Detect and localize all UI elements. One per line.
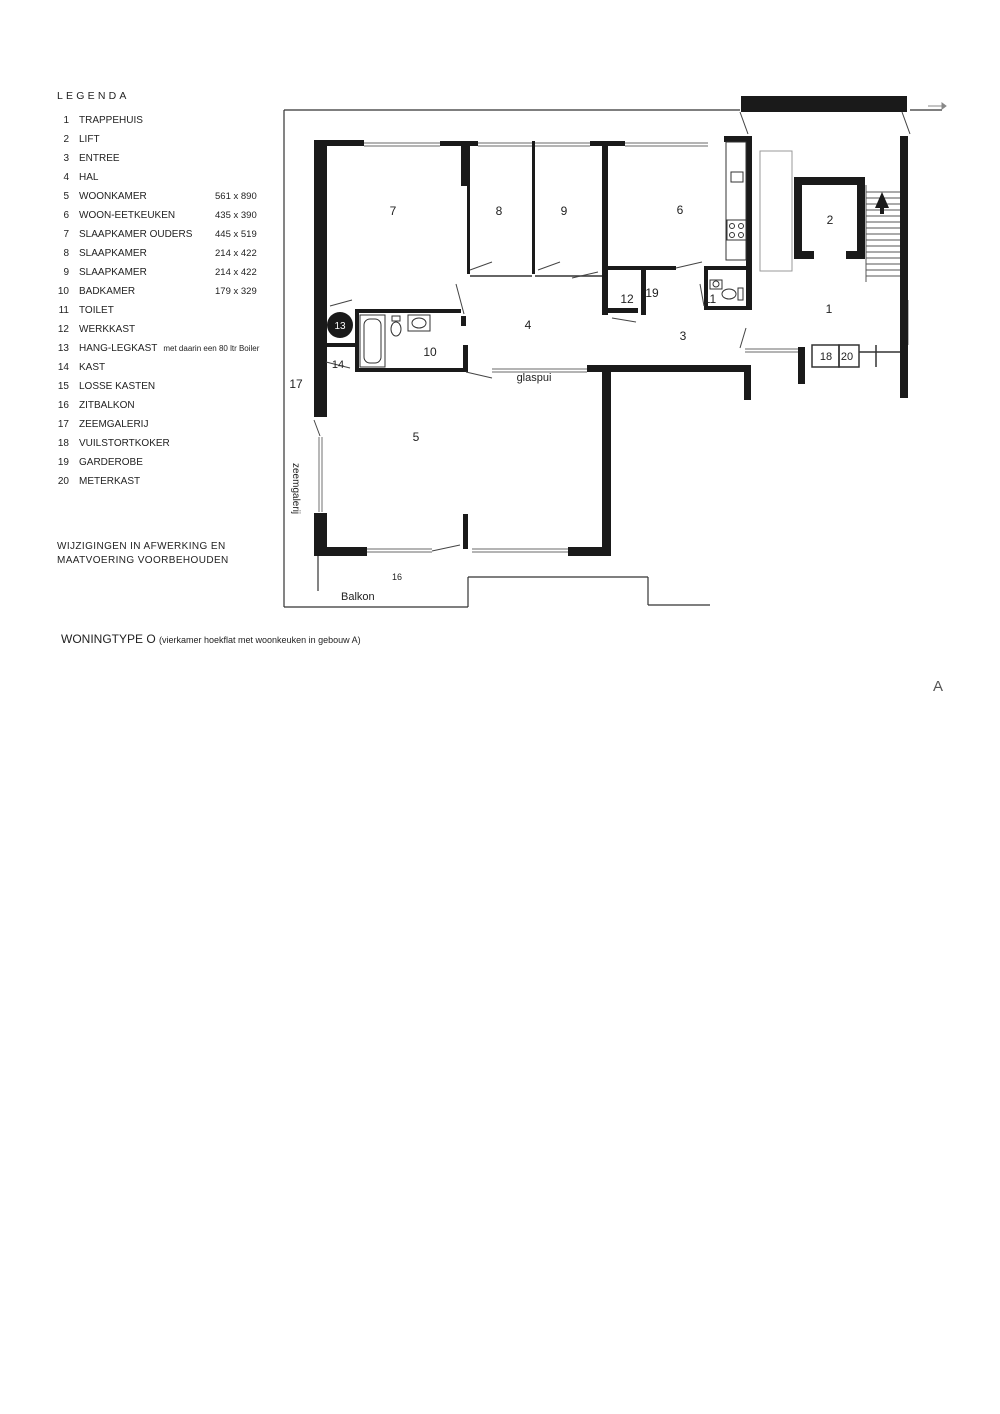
legend-number: 19	[57, 457, 69, 468]
dwelling-type-subtitle: (vierkamer hoekflat met woonkeuken in gebouw A)	[159, 635, 361, 645]
disclaimer-line: WIJZIGINGEN IN AFWERKING EN	[57, 541, 226, 552]
stair-direction-arrow-icon	[875, 192, 889, 214]
legend-label: LOSSE KASTEN	[79, 381, 156, 392]
legend-label: TOILET	[79, 305, 114, 316]
legend-dimension: 561 x 890	[215, 191, 257, 202]
north-marker-icon	[928, 103, 946, 109]
legend-label: ZEEMGALERIJ	[79, 419, 149, 430]
legend-title: LEGENDA	[57, 90, 130, 102]
room-17-label: 17	[289, 377, 303, 391]
legend-label-text: HANG-LEGKAST	[79, 343, 158, 354]
legend-number: 13	[57, 343, 69, 354]
legend-label: METERKAST	[79, 476, 141, 487]
legend-label: ZITBALKON	[79, 400, 135, 411]
legend-label: BADKAMER	[79, 286, 136, 297]
legend-label: WERKKAST	[79, 324, 136, 335]
glass-wall-label: glaspui	[516, 372, 552, 384]
legend-number: 1	[63, 115, 69, 126]
room-18-label: 18	[819, 351, 833, 363]
legend-label: LIFT	[79, 134, 100, 145]
room-12-label: 12	[620, 292, 634, 306]
window-lines	[319, 143, 908, 552]
legend-number: 12	[57, 324, 69, 335]
legend-dimension: 435 x 390	[215, 210, 257, 221]
legend-number: 20	[57, 476, 69, 487]
boiler-icon	[327, 312, 353, 338]
room-2-label: 2	[826, 213, 834, 227]
wall-openings	[746, 310, 752, 346]
legend-label: VUILSTORTKOKER	[79, 438, 170, 449]
legend-dimension: 214 x 422	[215, 248, 257, 259]
room-6-label: 6	[676, 203, 684, 217]
legend-label: WOON-EETKEUKEN	[79, 210, 176, 221]
legend-number: 5	[63, 191, 69, 202]
legend-number: 4	[63, 172, 69, 183]
dwelling-type-title: WONINGTYPE O	[61, 632, 156, 646]
legend-label: ENTREE	[79, 153, 120, 164]
legend-label: SLAAPKAMER	[79, 267, 147, 278]
legend-dimension: 179 x 329	[215, 286, 257, 297]
bathroom-toilet-icon	[391, 316, 401, 336]
legend-number: 2	[63, 134, 69, 145]
legend-label: SLAAPKAMER	[79, 248, 147, 259]
balcony-label: Balkon	[341, 591, 375, 603]
room-8-label: 8	[495, 204, 503, 218]
room-9-label: 9	[560, 204, 568, 218]
legend-number: 18	[57, 438, 69, 449]
legend-number: 9	[63, 267, 69, 278]
legend-dimension: 214 x 422	[215, 267, 257, 278]
building-letter: A	[933, 678, 944, 695]
kitchen-counter	[726, 142, 746, 260]
legend-label: GARDEROBE	[79, 457, 143, 468]
legend-number: 17	[57, 419, 69, 430]
legend-label: HAL	[79, 172, 99, 183]
room-19-label: 19	[645, 286, 659, 300]
room-16-label: 16	[391, 572, 403, 582]
room-5-label: 5	[412, 430, 420, 444]
room-3-label: 3	[679, 329, 687, 343]
legend-number: 7	[63, 229, 69, 240]
legend-label: WOONKAMER	[79, 191, 147, 202]
room-7-label: 7	[389, 204, 397, 218]
legend-dimension: 445 x 519	[215, 229, 257, 240]
legend-number: 11	[58, 305, 69, 316]
room-10-label: 10	[423, 345, 437, 359]
room-4-label: 4	[524, 318, 532, 332]
legend-label: KAST	[79, 362, 106, 373]
legend-note: met daarin een 80 ltr Boiler	[163, 344, 260, 353]
room-14-label: 14	[331, 359, 345, 371]
legend-number: 15	[57, 381, 69, 392]
legend-number: 16	[57, 400, 69, 411]
legend-number: 3	[63, 153, 69, 164]
window-cleaning-gallery-label: zeemgalerij	[290, 463, 301, 515]
washbasin-icon	[408, 315, 430, 331]
room-1-label: 1	[825, 302, 833, 316]
walls	[314, 96, 908, 556]
room-11-label: 11	[703, 292, 717, 306]
legend-number: 8	[63, 248, 69, 259]
legend-number: 10	[57, 286, 69, 297]
bathtub-icon	[360, 315, 385, 367]
legend-number: 14	[57, 362, 69, 373]
disclaimer-line: MAATVOERING VOORBEHOUDEN	[57, 554, 229, 566]
room-13-label: 13	[334, 321, 346, 332]
stove-icon	[727, 220, 746, 240]
room-20-label: 20	[840, 351, 854, 363]
legend-label: SLAAPKAMER OUDERS	[79, 229, 193, 240]
room-labels	[289, 203, 853, 582]
legend-number: 6	[63, 210, 69, 221]
legend-label: TRAPPEHUIS	[79, 115, 143, 126]
